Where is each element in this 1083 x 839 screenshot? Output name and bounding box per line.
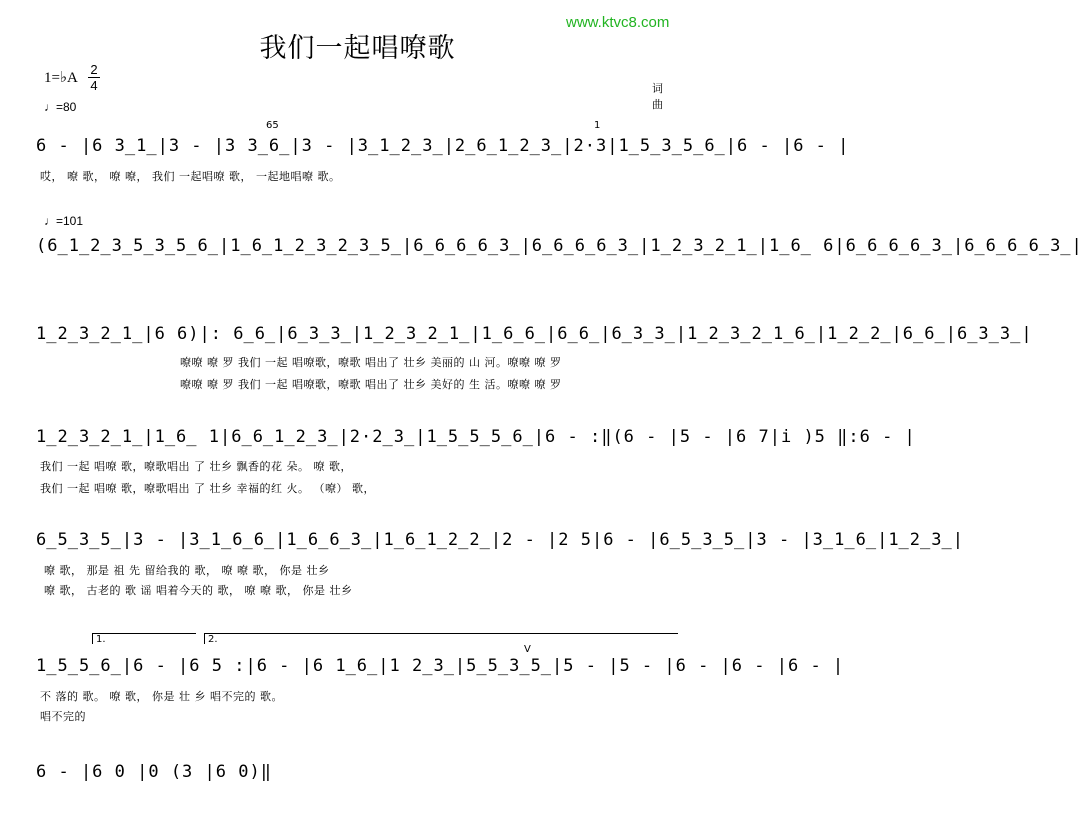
music-row-6: 1̲5̲5̲6̲|6 - |6 5 :|6 - |6 1̲6̲|1 2̲3̲|5̲5̲3̲5̲|5 - |5 - |6 - |6 - |6 - | xyxy=(36,656,845,676)
lyric-row-5-verse-1: 嘹 歌， 那是 祖 先 留给我的 歌， 嘹 嘹 歌， 你是 壮乡 xyxy=(44,564,330,577)
composer-credit: 曲 xyxy=(652,98,663,111)
lyric-row-3-verse-1: 嘹嘹 嘹 罗 我们 一起 唱嘹歌，嘹歌 唱出了 壮乡 美丽的 山 河。嘹嘹 嘹 罗 xyxy=(180,356,562,369)
music-row-2: (6̲1̲2̲3̲5̲3̲5̲6̲|1̲6̲1̲2̲3̲2̲3̲5̲|6̲6̲6̲6̲3̲|6̲6̲6̲6̲3̲|1̲2̲3̲2̲1̲|1̲6̲ 6|6̲6̲6̲6̲3̲|6̲6̲6̲6̲3̲| xyxy=(36,236,1083,256)
volta-2: 2. xyxy=(204,633,678,644)
lyric-row-3-verse-2: 嘹嘹 嘹 罗 我们 一起 唱嘹歌，嘹歌 唱出了 壮乡 美好的 生 活。嘹嘹 嘹 罗 xyxy=(180,378,562,391)
time-signature xyxy=(88,62,100,93)
volta-1: 1. xyxy=(92,633,196,644)
breath-mark: V xyxy=(524,644,531,655)
lyric-row-1-verse-1: 哎， 嘹 歌， 嘹 嘹， 我们 一起唱嘹 歌， 一起地唱嘹 歌。 xyxy=(40,170,341,183)
tempo-marking-2: ♩=101 xyxy=(44,214,84,228)
tempo-marking-1: ♩=80 xyxy=(44,100,77,114)
music-row-4: 1̲2̲3̲2̲1̲|1̲6̲ 1|6̲6̲1̲2̲3̲|2·2̲3̲|1̲5̲5̲5̲6̲|6 - :‖(6 - |5 - |6 7|i )5 ‖:6 - | xyxy=(36,427,916,447)
key-signature: 1=♭A xyxy=(44,70,78,86)
music-row-7: 6 - |6 0 |0 (3 |6 0)‖ xyxy=(36,762,272,782)
time-signature-bottom: 4 xyxy=(90,78,98,93)
lyric-row-4-verse-1: 我们 一起 唱嘹 歌，嘹歌唱出 了 壮乡 飘香的花 朵。 嘹 歌， xyxy=(40,460,352,473)
song-title: 我们一起唱嘹歌 xyxy=(259,33,456,64)
time-signature-top: 2 xyxy=(90,62,98,77)
lyric-row-6-verse-2: 唱不完的 xyxy=(40,710,86,723)
grace-note-marking: 65 xyxy=(266,120,279,131)
lyric-row-4-verse-2: 我们 一起 唱嘹 歌，嘹歌唱出 了 壮乡 幸福的红 火。 （嘹） 歌， xyxy=(40,482,375,495)
first-ending-marking: 1 xyxy=(594,120,601,131)
watermark: www.ktvc8.com xyxy=(566,14,670,31)
lyricist-credit: 词 xyxy=(652,82,663,95)
lyric-row-6-verse-1: 不 落的 歌。 嘹 歌， 你是 壮 乡 唱不完的 歌。 xyxy=(40,690,283,703)
lyric-row-5-verse-2: 嘹 歌， 古老的 歌 谣 唱着今天的 歌， 嘹 嘹 歌， 你是 壮乡 xyxy=(44,584,353,597)
music-row-3: 1̲2̲3̲2̲1̲|6 6)|: 6̲6̲|6̲3̲3̲|1̲2̲3̲2̲1̲|1̲6̲6̲|6̲6̲|6̲3̲3̲|1̲2̲3̲2̲1̲6̲|1̲2̲2̲|6̲6̲|6̲3̲3̲| xyxy=(36,324,1033,344)
music-row-5: 6̲5̲3̲5̲|3 - |3̲1̲6̲6̲|1̲6̲6̲3̲|1̲6̲1̲2̲2̲|2 - |2 5|6 - |6̲5̲3̲5̲|3 - |3̲1̲6̲|1̲2̲3̲| xyxy=(36,530,964,550)
music-row-1: 6 - |6 3̲1̲|3 - |3 3̲6̲|3 - |3̲1̲2̲3̲|2̲6̲1̲2̲3̲|2·3|1̲5̲3̲5̲6̲|6 - |6 - | xyxy=(36,136,850,156)
